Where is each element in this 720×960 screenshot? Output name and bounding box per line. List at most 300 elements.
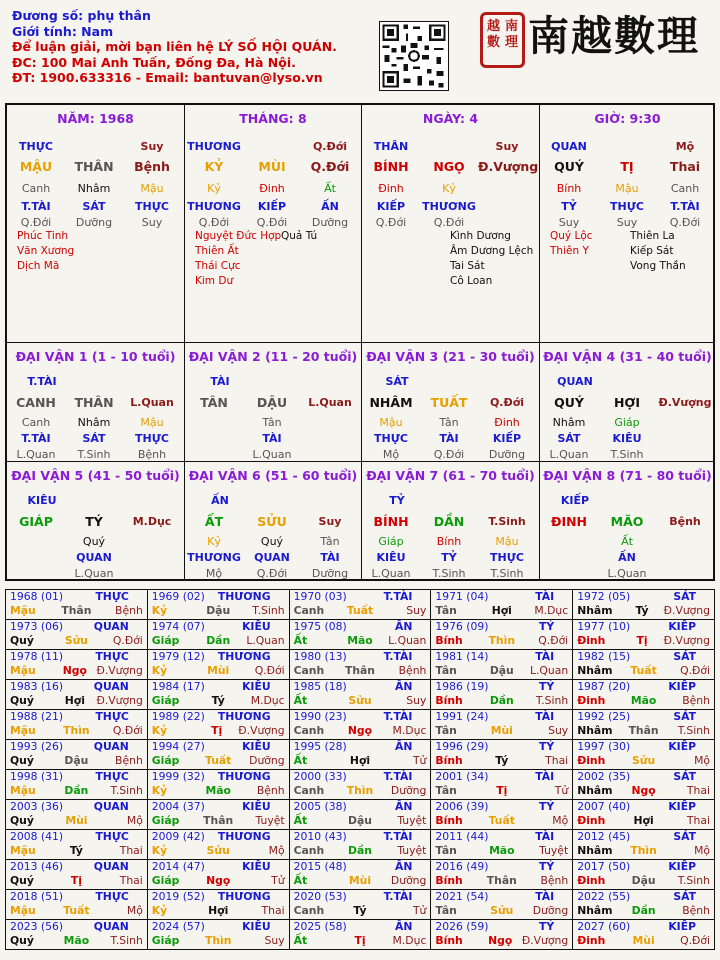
dai-van-value: Q.Đới — [433, 448, 465, 461]
year-head — [435, 800, 568, 814]
dai-van-value: Tân — [262, 416, 282, 429]
pillar-row — [540, 199, 715, 215]
dai-van-value: Mậu — [379, 416, 403, 429]
dai-van-title: ĐẠI VẬN 1 (1 - 10 tuổi) — [15, 349, 176, 364]
dai-van-row — [540, 550, 715, 566]
year-phase: Bệnh — [682, 904, 710, 917]
year-head — [577, 590, 710, 604]
year-head — [294, 680, 427, 694]
pillar-title: GIỜ: 9:30 — [594, 111, 661, 126]
year-stem: Giáp — [151, 754, 180, 767]
year-god: SÁT — [673, 770, 696, 783]
dai-van-cell — [539, 342, 715, 461]
star-item: Phúc Tinh — [17, 230, 69, 242]
pillar-value: THÂN — [74, 159, 114, 174]
contact-line: Để luận giải, mời bạn liên hệ LÝ SỐ HỘI QUÁN. — [12, 39, 337, 55]
year-cell — [289, 770, 431, 800]
year-branch: Dần — [489, 694, 514, 707]
year-phase: Bệnh — [398, 664, 427, 677]
year-body — [10, 814, 143, 828]
pillar-row — [540, 139, 715, 155]
year-phase: Tuyệt — [255, 814, 285, 827]
year-head — [152, 680, 285, 694]
pillar-value: SÁT — [82, 200, 106, 213]
year-cell — [289, 860, 431, 890]
year-label: 1992 (25) — [577, 710, 631, 723]
pillar-value: Q.Đới — [20, 216, 52, 229]
year-branch: Dần — [64, 784, 89, 797]
year-head — [294, 650, 427, 664]
pillar-title: THÁNG: 8 — [239, 111, 307, 126]
year-body — [152, 814, 285, 828]
year-cell — [431, 890, 573, 920]
year-label: 2023 (56) — [10, 920, 64, 933]
star-list-2 — [281, 229, 317, 244]
pillar-row — [7, 199, 184, 215]
year-phase: Dưỡng — [390, 874, 427, 887]
year-phase: Tử — [412, 754, 427, 767]
year-god: SÁT — [673, 650, 696, 663]
dai-van-row — [7, 395, 184, 411]
year-branch: Thìn — [630, 844, 657, 857]
year-cell — [573, 620, 715, 650]
dai-van-row — [540, 395, 715, 411]
year-cell — [431, 710, 573, 740]
dai-van-row — [7, 550, 184, 566]
year-phase: L.Quan — [529, 664, 569, 677]
year-stem: Quý — [10, 934, 34, 947]
year-head — [435, 920, 568, 934]
year-branch: Mão — [63, 934, 90, 947]
pillar-value: Mậu — [615, 182, 639, 195]
year-branch: Sửu — [64, 634, 88, 647]
pillar-cell — [7, 105, 184, 342]
year-head — [152, 800, 285, 814]
year-label: 2011 (44) — [435, 830, 489, 843]
dai-van-value: TỶ — [441, 551, 457, 564]
year-label: 1990 (23) — [293, 710, 347, 723]
year-cell — [6, 710, 148, 740]
pillar-cell — [539, 105, 715, 342]
pillar-row — [185, 139, 361, 155]
year-label: 1996 (29) — [435, 740, 489, 753]
pillar-value: QUAN — [551, 140, 587, 153]
year-label: 2003 (36) — [10, 800, 64, 813]
year-cell — [573, 920, 715, 950]
dai-van-value: Q.Đới — [489, 396, 525, 409]
year-cell — [573, 890, 715, 920]
dai-van-cell — [361, 461, 539, 580]
pillar-value: TỶ — [561, 200, 577, 213]
star-item: Thiên Y — [550, 245, 589, 257]
year-cell — [147, 770, 289, 800]
star-list — [17, 229, 74, 274]
dai-van-top — [540, 493, 715, 509]
dai-van-value: NHÂM — [369, 395, 413, 410]
dai-van-value: TÀI — [262, 432, 282, 445]
dai-van-value: M.Dục — [132, 515, 172, 528]
year-cell — [289, 890, 431, 920]
dai-van-value: L.Quan — [607, 567, 647, 580]
pillar-row — [7, 159, 184, 175]
year-god: THƯƠNG — [217, 710, 271, 723]
star-item: Tai Sát — [450, 260, 485, 272]
year-row — [6, 740, 715, 770]
year-stem: Quý — [10, 814, 34, 827]
dai-van-top — [362, 374, 539, 390]
year-god: TỶ — [539, 680, 555, 693]
year-phase: T.Sinh — [535, 694, 569, 707]
year-phase: Suy — [264, 934, 285, 947]
pillar-value: Kỷ — [442, 182, 456, 195]
year-head — [10, 920, 143, 934]
year-god: SÁT — [673, 710, 696, 723]
dai-van-value: Nhâm — [77, 416, 111, 429]
year-stem: Giáp — [151, 634, 180, 647]
year-body — [577, 874, 710, 888]
pillar-value: Ất — [324, 182, 336, 195]
dai-van-top — [7, 493, 184, 509]
year-label: 1968 (01) — [10, 590, 64, 603]
year-stem: Kỷ — [151, 604, 168, 617]
pillar-row — [362, 139, 539, 155]
year-phase: Đ.Vượng — [96, 664, 143, 677]
year-body — [435, 934, 568, 948]
dai-van-value: SỬU — [257, 514, 287, 529]
pillar-cell — [184, 105, 361, 342]
year-stem: Nhâm — [577, 664, 613, 677]
year-stem: Ất — [293, 634, 308, 647]
dai-van-value: L.Quan — [74, 567, 114, 580]
dai-van-value: DẬU — [256, 395, 288, 410]
year-cell — [573, 860, 715, 890]
year-head — [577, 920, 710, 934]
year-stem: Bính — [435, 874, 463, 887]
year-god: THƯƠNG — [217, 590, 271, 603]
dai-van-value: DẦN — [433, 514, 465, 529]
pillar-row — [185, 199, 361, 215]
year-cell — [289, 680, 431, 710]
year-body — [10, 664, 143, 678]
pillar-value: Thai — [669, 159, 701, 174]
year-cell — [573, 710, 715, 740]
dai-van-value: THỰC — [490, 551, 524, 564]
year-god: KIẾP — [668, 680, 696, 693]
year-branch: Dậu — [631, 874, 656, 887]
year-head — [577, 860, 710, 874]
year-god: ẤN — [394, 620, 413, 633]
dai-van-value: THỰC — [135, 432, 169, 445]
pillar-cell — [361, 105, 539, 342]
dai-van-value: HỢI — [613, 395, 641, 410]
dai-van-cell — [184, 342, 361, 461]
star-item: Kình Dương — [450, 230, 511, 242]
star-item: Quả Tú — [281, 230, 318, 242]
year-head — [152, 770, 285, 784]
year-head — [577, 890, 710, 904]
year-body — [294, 754, 427, 768]
pillar-value: THỰC — [610, 200, 644, 213]
phone-line: ĐT: 1900.633316 - Email: bantuvan@lyso.vn — [12, 70, 323, 86]
year-stem: Canh — [293, 604, 325, 617]
year-branch: Tý — [495, 754, 509, 767]
dai-van-value: THƯƠNG — [187, 551, 241, 564]
star-list — [550, 229, 593, 259]
year-branch: Dậu — [206, 604, 231, 617]
year-cell — [289, 650, 431, 680]
year-god: T.TÀI — [383, 830, 413, 843]
year-branch: Thìn — [488, 634, 516, 647]
year-stem: Mậu — [10, 604, 36, 617]
year-phase: M.Dục — [392, 724, 427, 737]
dai-van-row — [185, 550, 361, 566]
year-cell — [289, 620, 431, 650]
dai-van-top — [185, 493, 361, 509]
pillar-value: Suy — [558, 216, 580, 229]
year-god: T.TÀI — [383, 770, 413, 783]
year-head — [10, 770, 143, 784]
year-body — [10, 754, 143, 768]
year-cell — [431, 620, 573, 650]
year-head — [152, 890, 285, 904]
year-head — [294, 920, 427, 934]
year-label: 1978 (11) — [10, 650, 64, 663]
pillar-row — [362, 181, 539, 197]
year-head — [152, 920, 285, 934]
year-branch: Tị — [496, 784, 508, 797]
year-stem: Đinh — [577, 934, 606, 947]
year-stem: Tân — [435, 844, 457, 857]
year-cell — [289, 800, 431, 830]
year-phase: Bệnh — [115, 604, 143, 617]
year-body — [294, 874, 427, 888]
pillar-value: Q.Đới — [669, 216, 701, 229]
dai-van-value: T.Sinh — [77, 448, 111, 461]
year-label: 1977 (10) — [577, 620, 631, 633]
year-god: ẤN — [394, 740, 413, 753]
year-head — [152, 620, 285, 634]
year-god: QUAN — [93, 620, 129, 633]
dai-van-row — [362, 550, 539, 566]
year-phase: Mộ — [694, 754, 710, 767]
pillar-value: Mộ — [675, 140, 695, 153]
year-head — [152, 740, 285, 754]
pillar-row — [185, 159, 361, 175]
pillar-value: Q.Đới — [312, 140, 348, 153]
pillar-value: MÙI — [258, 159, 286, 174]
year-body — [10, 874, 143, 888]
year-phase: Q.Đới — [112, 724, 143, 737]
year-branch: Thìn — [63, 724, 90, 737]
year-body — [435, 694, 568, 708]
year-stem: Tân — [435, 784, 457, 797]
dai-van-value: THÂN — [74, 395, 114, 410]
year-phase: L.Quan — [388, 634, 427, 647]
year-god: THỰC — [95, 770, 129, 783]
year-body — [577, 664, 710, 678]
pillar-value: Q.Đới — [375, 216, 407, 229]
year-god: THỰC — [95, 710, 129, 723]
year-stem: Tân — [435, 904, 457, 917]
year-phase: Tuyệt — [539, 844, 569, 857]
year-body — [10, 934, 143, 948]
dai-van-value: Quý — [260, 535, 284, 548]
year-cell — [6, 920, 148, 950]
year-phase: Thai — [545, 754, 569, 767]
year-label: 2013 (46) — [10, 860, 64, 873]
year-cell — [431, 680, 573, 710]
year-head — [577, 620, 710, 634]
year-god: TỶ — [539, 620, 555, 633]
pillar-value: TỊ — [620, 159, 634, 174]
year-body — [577, 634, 710, 648]
pillar-value: T.TÀI — [21, 200, 51, 213]
pillar-value: KIẾP — [376, 200, 406, 213]
dai-van-cell — [539, 461, 715, 580]
dai-van-value: CANH — [16, 395, 56, 410]
year-body — [152, 694, 285, 708]
year-stem: Đinh — [577, 694, 606, 707]
year-stem: Giáp — [151, 934, 180, 947]
dai-van-row — [7, 566, 184, 582]
year-head — [435, 890, 568, 904]
year-stem: Canh — [293, 844, 325, 857]
year-label: 1974 (07) — [151, 620, 205, 633]
year-god: KIẾP — [668, 920, 696, 933]
pillar-value: Mậu — [140, 182, 164, 195]
year-cell — [289, 590, 431, 620]
dai-van-top — [362, 493, 539, 509]
year-phase: Mộ — [126, 904, 143, 917]
year-god: THƯƠNG — [217, 770, 271, 783]
year-label: 1998 (31) — [10, 770, 64, 783]
star-list — [195, 229, 281, 289]
year-head — [10, 740, 143, 754]
year-head — [577, 740, 710, 754]
year-stem: Mậu — [10, 904, 36, 917]
year-god: QUAN — [93, 680, 129, 693]
year-body — [577, 904, 710, 918]
year-cell — [147, 800, 289, 830]
year-body — [10, 844, 143, 858]
dai-van-value: Kỷ — [207, 535, 221, 548]
year-cell — [147, 620, 289, 650]
dai-van-row — [185, 566, 361, 582]
year-god: THƯƠNG — [217, 650, 271, 663]
pillar-value: THƯƠNG — [422, 200, 476, 213]
year-cell — [573, 830, 715, 860]
year-phase: Bệnh — [540, 874, 569, 887]
year-cell — [431, 830, 573, 860]
dai-van-value: L.Quan — [549, 448, 589, 461]
year-body — [152, 664, 285, 678]
year-head — [10, 890, 143, 904]
year-god: T.TÀI — [383, 890, 413, 903]
year-god: ẤN — [394, 680, 413, 693]
year-head — [435, 740, 568, 754]
year-body — [435, 724, 568, 738]
dai-van-value: Bính — [436, 535, 462, 548]
year-cell — [6, 770, 148, 800]
year-stem: Ất — [293, 814, 308, 827]
year-head — [10, 620, 143, 634]
dai-van-row — [7, 415, 184, 431]
year-phase: Đ.Vượng — [238, 724, 285, 737]
year-cell — [6, 800, 148, 830]
dai-van-value: KIÊU — [612, 432, 642, 445]
year-stem: Nhâm — [577, 784, 613, 797]
year-label: 1975 (08) — [293, 620, 347, 633]
duong-so: Đương số: phụ thân — [12, 8, 151, 23]
year-label: 2025 (58) — [293, 920, 347, 933]
year-head — [435, 590, 568, 604]
dai-van-cell — [7, 342, 184, 461]
year-cell — [6, 740, 148, 770]
year-body — [152, 724, 285, 738]
year-stem: Tân — [435, 664, 457, 677]
year-cell — [6, 890, 148, 920]
year-head — [577, 800, 710, 814]
dai-van-row — [362, 534, 539, 550]
year-body — [152, 784, 285, 798]
dai-van-value: T.Sinh — [610, 448, 644, 461]
year-cell — [147, 920, 289, 950]
dai-van-row — [185, 534, 361, 550]
star-item: Âm Dương Lệch — [450, 245, 534, 257]
year-branch: Thân — [486, 874, 517, 887]
star-item: Quý Lộc — [550, 230, 593, 242]
year-stem: Ất — [293, 694, 308, 707]
dai-van-value: Dưỡng — [311, 567, 349, 580]
year-label: 1993 (26) — [10, 740, 64, 753]
year-branch: Mão — [489, 844, 515, 857]
year-cell — [6, 830, 148, 860]
year-label: 1971 (04) — [435, 590, 489, 603]
year-stem: Mậu — [10, 844, 36, 857]
year-god: TỶ — [539, 740, 555, 753]
year-phase: Bệnh — [256, 784, 285, 797]
year-god: KIẾP — [668, 860, 696, 873]
year-head — [577, 770, 710, 784]
year-phase: T.Sinh — [110, 784, 143, 797]
dai-van-cell — [7, 461, 184, 580]
year-branch: Dần — [206, 634, 231, 647]
year-god: SÁT — [673, 890, 696, 903]
year-label: 2020 (53) — [293, 890, 347, 903]
pillar-row — [7, 139, 184, 155]
year-god: SÁT — [673, 830, 696, 843]
year-head — [435, 650, 568, 664]
year-stem: Giáp — [151, 874, 180, 887]
pillar-value: THƯƠNG — [187, 140, 241, 153]
year-phase: T.Sinh — [677, 724, 710, 737]
year-row — [6, 830, 715, 860]
year-branch: Sửu — [632, 754, 656, 767]
year-branch: Hợi — [208, 904, 229, 917]
year-cell — [147, 890, 289, 920]
year-branch: Hợi — [349, 754, 371, 767]
dai-van-god: KIẾP — [560, 494, 590, 507]
year-cell — [147, 680, 289, 710]
year-phase: Mộ — [694, 844, 710, 857]
year-label: 1985 (18) — [293, 680, 347, 693]
dai-van-row — [185, 395, 361, 411]
year-phase: Đ.Vượng — [663, 604, 710, 617]
year-stem: Giáp — [151, 814, 180, 827]
year-stem: Bính — [435, 814, 463, 827]
pillar-value: KỶ — [204, 159, 224, 174]
year-head — [10, 680, 143, 694]
